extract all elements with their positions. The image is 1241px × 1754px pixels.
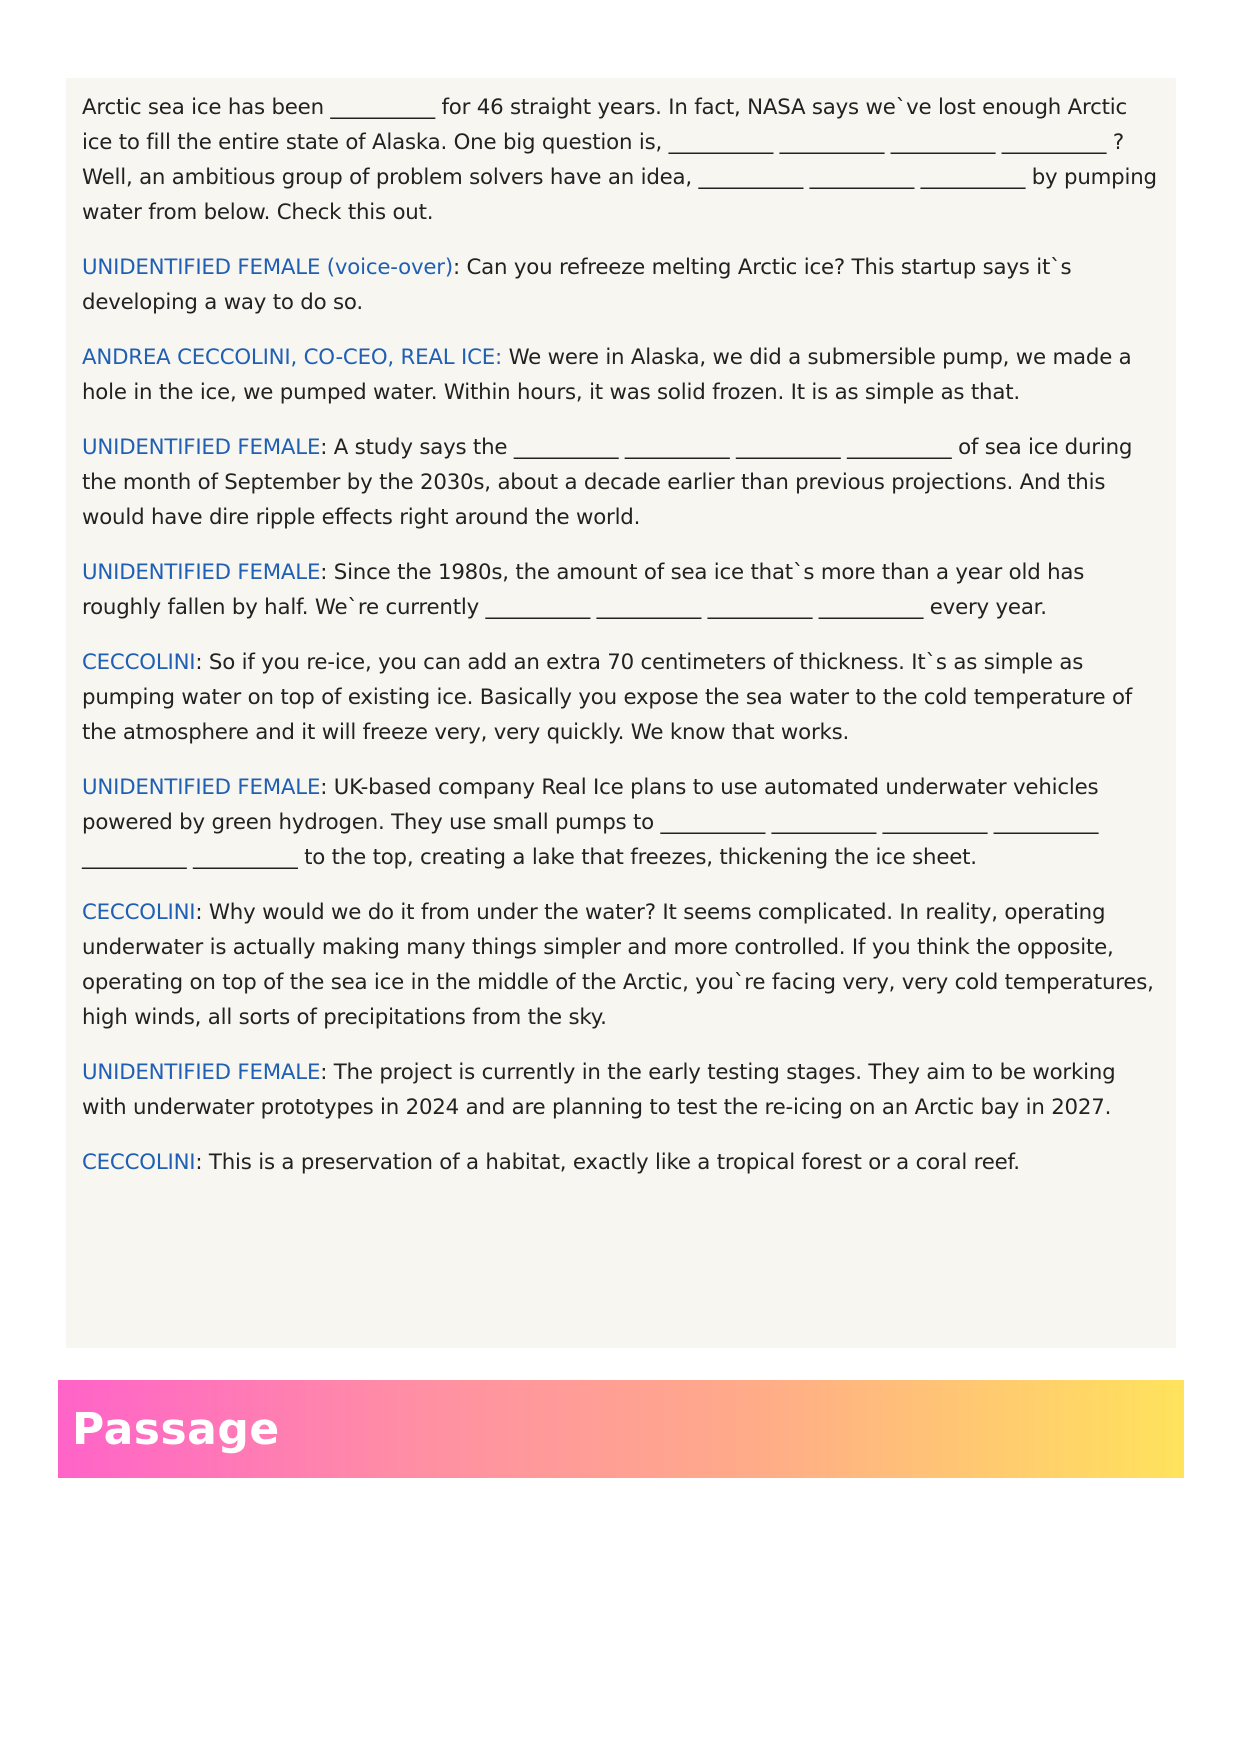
transcript-paragraph [82,895,1160,1035]
transcript-paragraph [82,340,1160,410]
transcript-paragraph [82,1145,1160,1180]
section-banner [58,1380,1184,1478]
section-title: Passage [72,1403,280,1455]
transcript-paragraph [82,770,1160,875]
paragraph-text: We were in Alaska, we did a submersible pump, we made a hole in the ice, we pumped water. Within hours, it was solid frozen. It is as simple as that. [82,345,1132,405]
transcript-paragraph [82,90,1160,230]
transcript-paragraph [82,1055,1160,1125]
transcript-paragraph [82,250,1160,320]
speaker-label: UNIDENTIFIED FEMALE [82,435,321,460]
paragraph-text: : Why would we do it from under the water? It seems complicated. In reality, operating underwater is actually making many things simpler and more controlled. If you think the opposite, operating on top of the sea ice in the middle of the Arctic, you`re facing very, very cold temperatures, high winds, all sorts of precipitations from the sky. [82,900,1154,1030]
speaker-label: UNIDENTIFIED FEMALE [82,775,321,800]
paragraph-text: : This is a preservation of a habitat, exactly like a tropical forest or a coral reef. [195,1150,1020,1175]
paragraph-text: : Can you refreeze melting Arctic ice? This startup says it`s developing a way to do so. [82,255,1072,315]
paragraph-text: : A study says the __________ __________ __________ __________ of sea ice during the month of September by the 2030s, about a decade earlier than previous projections. And this would have dire ripple effects right around the world. [82,435,1133,530]
transcript-paragraph [82,555,1160,625]
speaker-label: CECCOLINI [82,900,196,925]
paragraph-text: : Since the 1980s, the amount of sea ice that`s more than a year old has roughly fallen by half. We`re currently __________ __________ __________ __________ every year. [82,560,1085,620]
speaker-label: UNIDENTIFIED FEMALE [82,560,321,585]
speaker-label: UNIDENTIFIED FEMALE [82,1060,321,1085]
transcript-panel [66,78,1176,1348]
paragraph-text: : So if you re-ice, you can add an extra 70 centimeters of thickness. It`s as simple as pumping water on top of existing ice. Basically you expose the sea water to the cold temperature of the atmosphere and it will freeze very, very quickly. We know that works. [82,650,1133,745]
speaker-label: CECCOLINI [82,650,196,675]
paragraph-text: : The project is currently in the early testing stages. They aim to be working with underwater prototypes in 2024 and are planning to test the re-icing on an Arctic bay in 2027. [82,1060,1116,1120]
paragraph-text: : UK-based company Real Ice plans to use automated underwater vehicles powered by green hydrogen. They use small pumps to __________ __________ __________ __________ __________ __________ to the top, creating a lake that freezes, thickening the ice sheet. [82,775,1099,870]
speaker-label: CECCOLINI [82,1150,196,1175]
speaker-label: ANDREA CECCOLINI, CO-CEO, REAL ICE: [82,345,502,370]
transcript-paragraph [82,645,1160,750]
paragraph-text: Arctic sea ice has been __________ for 46 straight years. In fact, NASA says we`ve lost enough Arctic ice to fill the entire state of Alaska. One big question is, __________ __________ __________ __________ ? Well, an ambitious group of problem solvers have an idea, __________ __________ __________ by pumping water from below. Check this out. [82,95,1157,225]
transcript-paragraph [82,430,1160,535]
speaker-label: UNIDENTIFIED FEMALE (voice-over) [82,255,453,280]
